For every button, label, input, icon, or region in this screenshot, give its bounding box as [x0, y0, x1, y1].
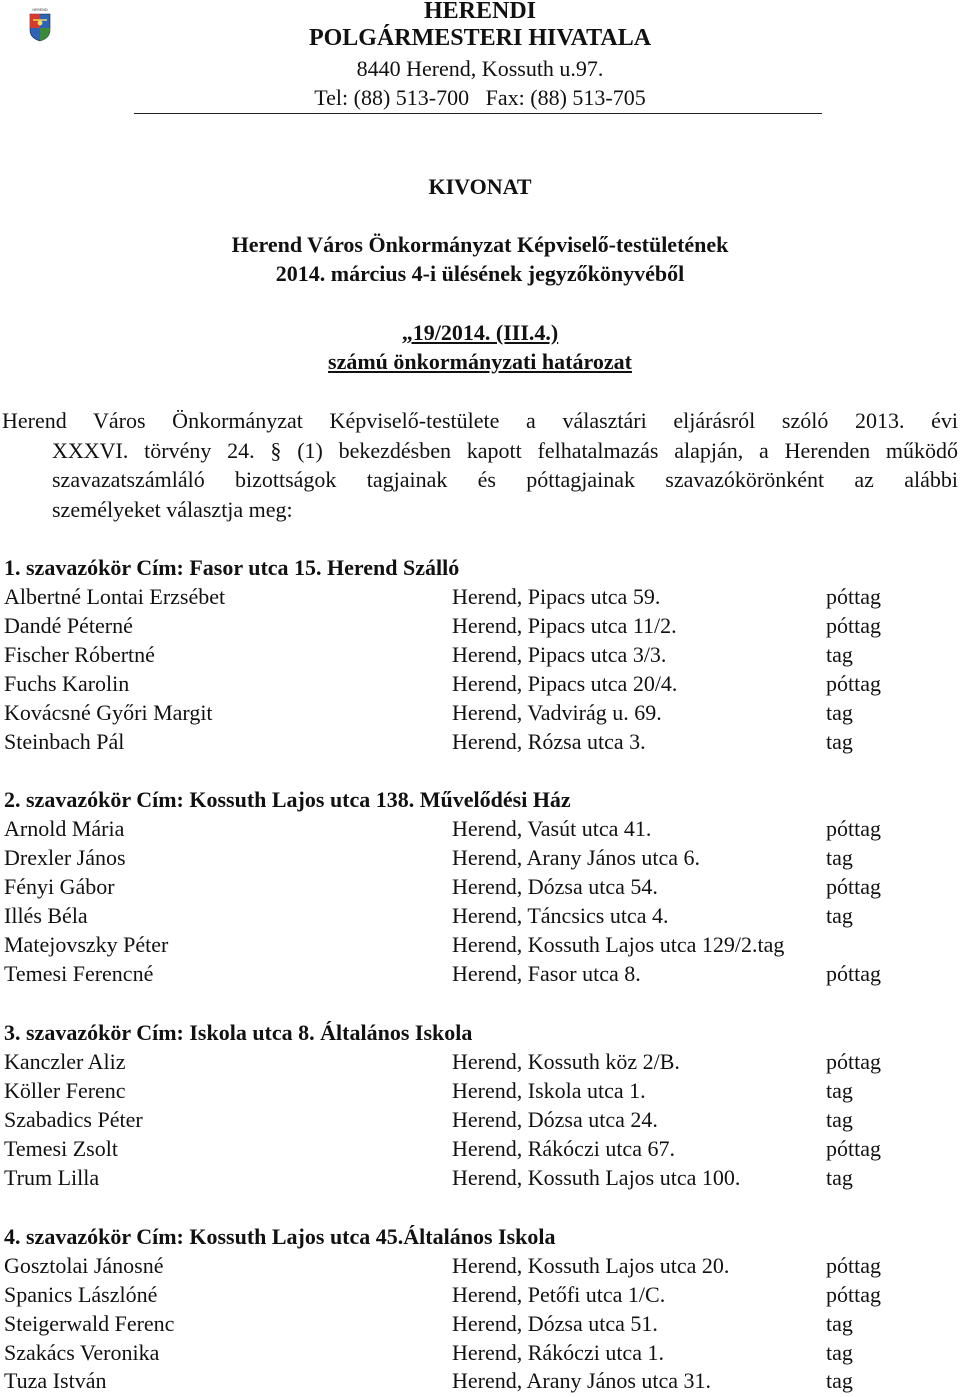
letterhead-line-2: POLGÁRMESTERI HIVATALA	[308, 25, 652, 51]
document-title: KIVONAT	[428, 174, 532, 199]
crest-lettering: HEREND	[32, 8, 48, 12]
member-row	[0, 1340, 960, 1369]
section-title: 3. szavazókör Cím: Iskola utca 8. Általános Iskola	[4, 1020, 473, 1045]
member-name: Szabadics Péter	[4, 1107, 143, 1132]
member-name: Drexler János	[4, 845, 126, 870]
document-subtitle-2: 2014. március 4-i ülésének jegyzőkönyvéből	[275, 261, 685, 286]
member-role: póttag	[826, 1136, 881, 1161]
member-role: tag	[826, 1368, 853, 1393]
member-role: póttag	[826, 961, 881, 986]
member-role: tag	[826, 1078, 853, 1103]
body-line: XXXVI. törvény 24. § (1) bekezdésben kapott felhatalmazás alapján, a Herenden működő	[52, 437, 958, 463]
member-name: Trum Lilla	[4, 1165, 100, 1190]
member-name: Steigerwald Ferenc	[4, 1311, 175, 1336]
letterhead-phone-fax: Tel: (88) 513-700 Fax: (88) 513-705	[314, 85, 646, 110]
member-address: Herend, Vasút utca 41.	[452, 816, 652, 841]
member-role: póttag	[826, 816, 881, 841]
resolution-label: számú önkormányzati határozat	[328, 349, 632, 374]
resolution-body	[2, 406, 958, 524]
member-name: Tuza István	[4, 1368, 107, 1393]
section-title: 1. szavazókör Cím: Fasor utca 15. Herend Szálló	[4, 555, 460, 580]
member-address: Herend, Rákóczi utca 1.	[452, 1340, 664, 1365]
member-name: Temesi Zsolt	[4, 1136, 118, 1161]
member-address: Herend, Dózsa utca 54.	[452, 874, 658, 899]
member-name: Szakács Veronika	[4, 1340, 160, 1365]
member-row	[0, 903, 960, 932]
member-row	[0, 874, 960, 903]
member-role: póttag	[826, 1282, 881, 1307]
letterhead-line-1: HERENDI	[423, 0, 537, 24]
member-row	[0, 1253, 960, 1282]
member-name: Köller Ferenc	[4, 1078, 126, 1103]
member-row	[0, 845, 960, 874]
member-name: Fuchs Karolin	[4, 671, 130, 696]
member-row	[0, 1368, 960, 1397]
member-role: tag	[826, 1107, 853, 1132]
member-row	[0, 1107, 960, 1136]
member-address: Herend, Fasor utca 8.	[452, 961, 641, 986]
member-row	[0, 961, 960, 990]
resolution-number: „19/2014. (III.4.)	[401, 320, 559, 345]
member-address: Herend, Táncsics utca 4.	[452, 903, 669, 928]
member-name: Arnold Mária	[4, 816, 125, 841]
member-row	[0, 932, 960, 961]
member-role: tag	[826, 845, 853, 870]
member-address: Herend, Rózsa utca 3.	[452, 729, 646, 754]
member-role: póttag	[826, 671, 881, 696]
member-address: Herend, Dózsa utca 24.	[452, 1107, 658, 1132]
letterhead-divider	[134, 113, 822, 114]
member-role: tag	[826, 1340, 853, 1365]
member-role: tag	[826, 729, 853, 754]
member-name: Kovácsné Győri Margit	[4, 700, 213, 725]
member-address: Herend, Iskola utca 1.	[452, 1078, 646, 1103]
member-row	[0, 671, 960, 700]
member-role: póttag	[826, 1253, 881, 1278]
member-row	[0, 729, 960, 758]
member-row	[0, 1282, 960, 1311]
member-address: Herend, Vadvirág u. 69.	[452, 700, 662, 725]
member-role: tag	[826, 1311, 853, 1336]
member-address: Herend, Petőfi utca 1/C.	[452, 1282, 666, 1307]
member-address: Herend, Kossuth Lajos utca 20.	[452, 1253, 730, 1278]
member-name: Illés Béla	[4, 903, 88, 928]
member-role: tag	[826, 642, 853, 667]
member-role: póttag	[826, 874, 881, 899]
member-role: póttag	[826, 1049, 881, 1074]
member-address: Herend, Kossuth Lajos utca 129/2.tag	[452, 932, 785, 957]
member-address: Herend, Pipacs utca 20/4.	[452, 671, 678, 696]
body-line: személyeket választja meg:	[52, 496, 293, 522]
member-name: Fényi Gábor	[4, 874, 115, 899]
member-row	[0, 1049, 960, 1078]
member-row	[0, 642, 960, 671]
member-address: Herend, Rákóczi utca 67.	[452, 1136, 675, 1161]
member-row	[0, 1078, 960, 1107]
member-name: Dandé Péterné	[4, 613, 133, 638]
member-row	[0, 816, 960, 845]
section-title: 4. szavazókör Cím: Kossuth Lajos utca 45.Általános Iskola	[4, 1224, 556, 1249]
member-role: póttag	[826, 613, 881, 638]
member-name: Steinbach Pál	[4, 729, 125, 754]
member-name: Temesi Ferencné	[4, 961, 154, 986]
member-row	[0, 613, 960, 642]
member-name: Spanics Lászlóné	[4, 1282, 158, 1307]
member-address: Herend, Pipacs utca 11/2.	[452, 613, 677, 638]
member-name: Kanczler Aliz	[4, 1049, 126, 1074]
member-row	[0, 700, 960, 729]
member-address: Herend, Pipacs utca 3/3.	[452, 642, 667, 667]
member-address: Herend, Pipacs utca 59.	[452, 584, 661, 609]
member-name: Gosztolai Jánosné	[4, 1253, 164, 1278]
member-name: Albertné Lontai Erzsébet	[4, 584, 226, 609]
member-name: Matejovszky Péter	[4, 932, 169, 957]
member-role: tag	[826, 700, 853, 725]
member-address: Herend, Kossuth köz 2/B.	[452, 1049, 680, 1074]
document-subtitle-1: Herend Város Önkormányzat Képviselő-testületének	[231, 232, 729, 257]
member-name: Fischer Róbertné	[4, 642, 155, 667]
section-title: 2. szavazókör Cím: Kossuth Lajos utca 138. Művelődési Ház	[4, 787, 571, 812]
body-line: Herend Város Önkormányzat Képviselő-testülete a választári eljárásról szóló 2013. évi	[2, 408, 958, 433]
member-role: tag	[826, 903, 853, 928]
body-line: szavazatszámláló bizottságok tagjainak és póttagjainak szavazókörönként az alábbi	[52, 467, 958, 492]
member-address: Herend, Arany János utca 31.	[452, 1368, 712, 1393]
member-address: Herend, Kossuth Lajos utca 100.	[452, 1165, 741, 1190]
member-address: Herend, Arany János utca 6.	[452, 845, 701, 870]
member-row	[0, 1165, 960, 1194]
member-row	[0, 584, 960, 613]
member-role: póttag	[826, 584, 881, 609]
member-address: Herend, Dózsa utca 51.	[452, 1311, 658, 1336]
member-role: tag	[826, 1165, 853, 1190]
letterhead-address: 8440 Herend, Kossuth u.97.	[356, 56, 604, 81]
member-row	[0, 1311, 960, 1340]
member-row	[0, 1136, 960, 1165]
